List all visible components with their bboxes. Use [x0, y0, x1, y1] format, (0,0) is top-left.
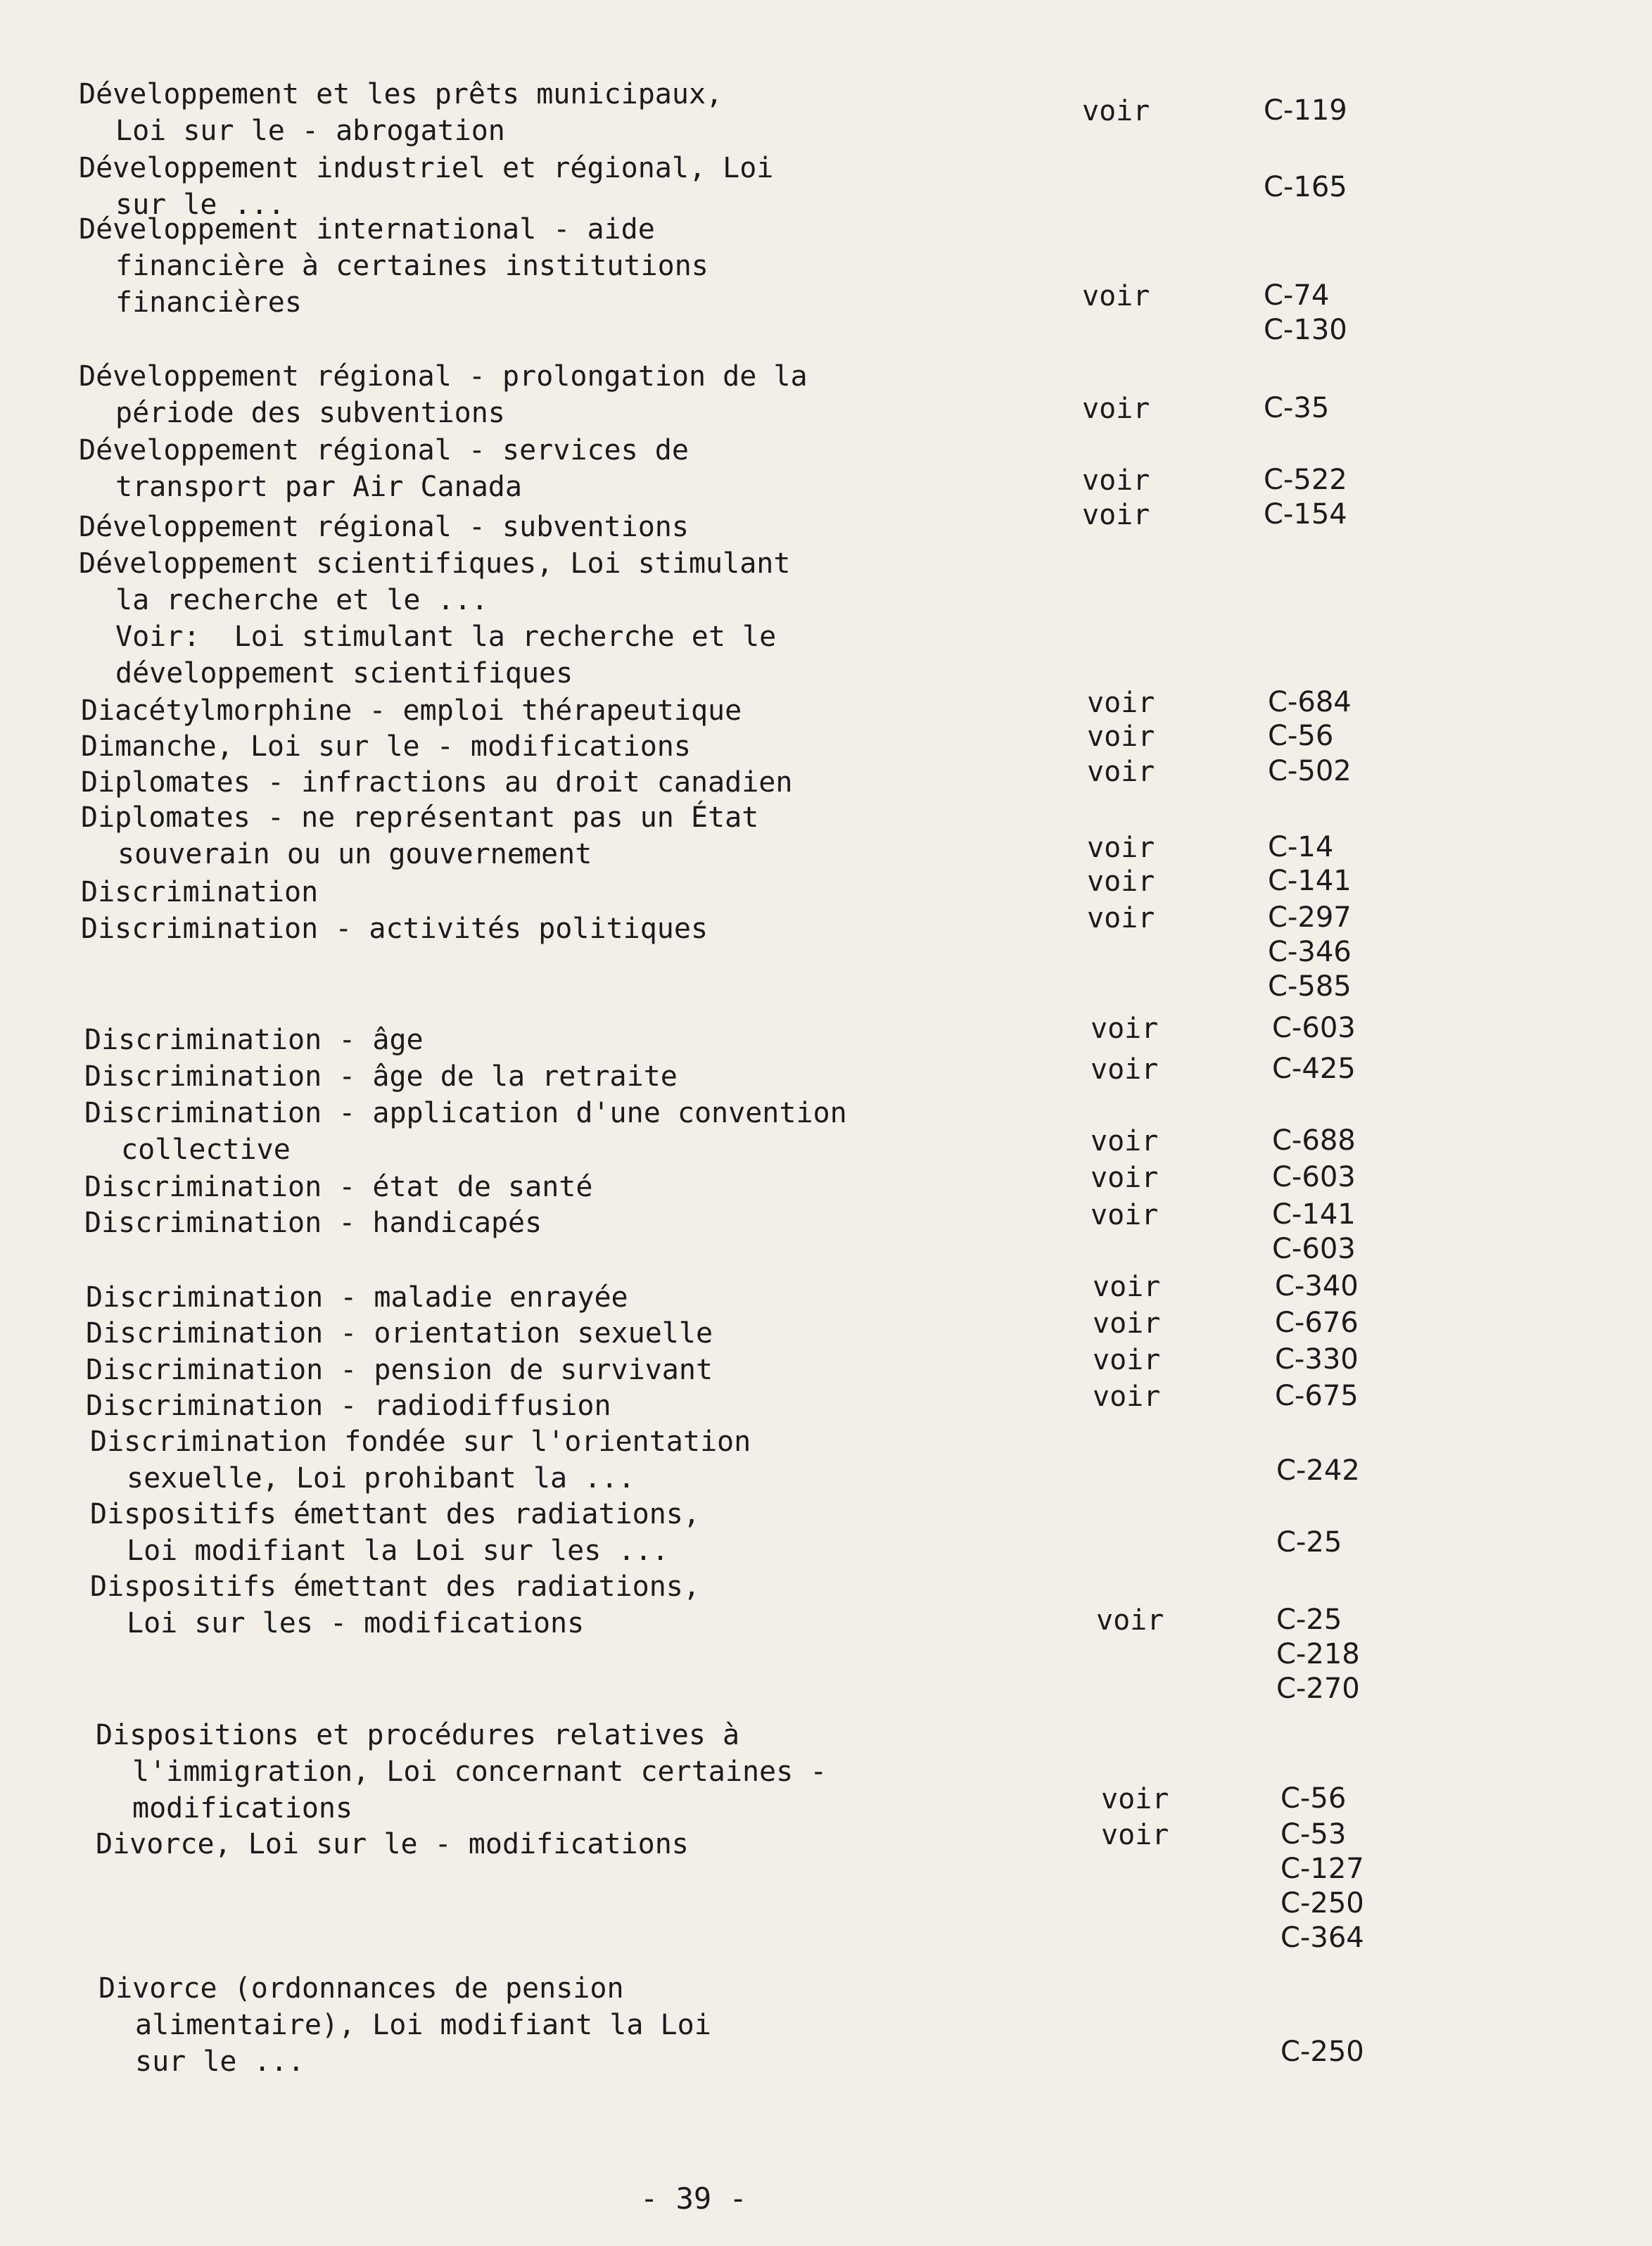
entry-voir: voir — [1101, 1783, 1169, 1815]
entry-refs — [1264, 170, 1347, 205]
bill-reference: C-522 — [1264, 464, 1347, 496]
entry-refs — [1268, 901, 1352, 1004]
entry-term-line: Loi sur le - abrogation — [115, 115, 505, 147]
entry-term-line: Diplomates - ne représentant pas un État — [81, 801, 759, 834]
entry-term-line: modifications — [132, 1792, 353, 1825]
bill-reference: C-425 — [1272, 1053, 1356, 1085]
entry-term-line: Discrimination - pension de survivant — [86, 1354, 713, 1386]
entry-term-line: Dimanche, Loi sur le - modifications — [81, 730, 691, 763]
entry-voir: voir — [1082, 280, 1150, 312]
entry-voir: voir — [1096, 1604, 1164, 1637]
entry-voir: voir — [1091, 1162, 1159, 1194]
bill-reference: C-53 — [1281, 1818, 1347, 1851]
entry-term-line: sur le ... — [135, 2045, 305, 2078]
bill-reference: C-675 — [1275, 1380, 1359, 1412]
entry-term — [81, 692, 742, 729]
entry-term-line: Discrimination - activités politiques — [81, 913, 709, 945]
entry-voir: voir — [1087, 756, 1155, 788]
entry-term — [81, 764, 792, 801]
entry-refs — [1276, 1454, 1360, 1488]
entry-refs — [1272, 1052, 1356, 1086]
entry-voir: voir — [1087, 687, 1155, 719]
entry-term — [86, 1388, 611, 1424]
entry-refs — [1276, 1603, 1360, 1706]
entry-term-line: Discrimination - orientation sexuelle — [86, 1317, 713, 1350]
entry-voir: voir — [1091, 1199, 1159, 1231]
entry-voir: voir — [1087, 902, 1155, 934]
entry-refs — [1281, 1817, 1364, 1955]
entry-refs — [1272, 1011, 1356, 1046]
entry-term-line: Discrimination - application d'une convention — [84, 1097, 847, 1129]
entry-refs — [1272, 1124, 1356, 1158]
entry-term — [84, 1095, 847, 1168]
bill-reference: C-141 — [1272, 1198, 1356, 1231]
entry-refs — [1281, 2035, 1364, 2069]
entry-refs — [1264, 497, 1347, 532]
entry-term-line: Discrimination - âge — [84, 1024, 424, 1056]
entry-term-line: Développement régional - subventions — [79, 511, 689, 543]
bill-reference: C-242 — [1276, 1454, 1360, 1487]
entry-term-line: financières — [115, 286, 302, 319]
entry-term — [79, 358, 808, 431]
entry-term — [79, 211, 709, 321]
entry-term-line: Diacétylmorphine - emploi thérapeutique — [81, 694, 742, 727]
entry-term-line: la recherche et le ... — [115, 584, 488, 616]
bill-reference: C-340 — [1275, 1270, 1359, 1302]
entry-term — [84, 1022, 424, 1058]
bill-reference: C-364 — [1281, 1922, 1364, 1954]
entry-term-line: Discrimination - âge de la retraite — [84, 1060, 678, 1093]
entry-term — [79, 76, 723, 149]
entry-term-line: Développement scientifiques, Loi stimulant — [79, 547, 791, 580]
entry-term-line: sexuelle, Loi prohibant la ... — [127, 1462, 635, 1495]
bill-reference: C-250 — [1281, 1887, 1364, 1920]
entry-refs — [1275, 1306, 1359, 1340]
entry-refs — [1268, 685, 1352, 720]
entry-voir: voir — [1082, 464, 1150, 497]
entry-voir: voir — [1082, 393, 1150, 425]
bill-reference: C-585 — [1268, 970, 1352, 1003]
entry-term — [79, 545, 790, 692]
entry-term-line: Discrimination - handicapés — [84, 1207, 542, 1239]
bill-reference: C-684 — [1268, 686, 1352, 718]
entry-term — [84, 1058, 678, 1095]
entry-term-line: Diplomates - infractions au droit canadien — [81, 766, 793, 799]
entry-term-line: Développement international - aide — [79, 213, 655, 246]
entry-refs — [1276, 1525, 1342, 1560]
entry-voir: voir — [1093, 1307, 1161, 1340]
entry-voir: voir — [1101, 1819, 1169, 1851]
entry-term-line: collective — [121, 1134, 291, 1166]
entry-term-line: Loi sur les - modifications — [127, 1607, 585, 1639]
entry-term-line: Développement et les prêts municipaux, — [79, 78, 723, 110]
entry-term-line: l'immigration, Loi concernant certaines - — [132, 1756, 827, 1788]
entry-term-line: développement scientifiques — [115, 657, 573, 690]
bill-reference: C-270 — [1276, 1673, 1360, 1705]
entry-term-line: Discrimination - maladie enrayée — [86, 1281, 628, 1314]
entry-term-line: Discrimination - état de santé — [84, 1171, 593, 1203]
entry-refs — [1275, 1269, 1359, 1304]
entry-refs — [1264, 94, 1347, 128]
entry-voir: voir — [1093, 1381, 1161, 1413]
entry-term — [96, 1826, 689, 1863]
entry-refs — [1275, 1379, 1359, 1414]
entry-voir: voir — [1093, 1344, 1161, 1376]
bill-reference: C-25 — [1276, 1604, 1342, 1636]
entry-term — [81, 911, 708, 947]
bill-reference: C-676 — [1275, 1307, 1359, 1339]
bill-reference: C-127 — [1281, 1853, 1364, 1885]
bill-reference: C-14 — [1268, 831, 1334, 863]
entry-voir: voir — [1087, 832, 1155, 864]
entry-term-line: Divorce (ordonnances de pension — [99, 1972, 624, 2005]
entry-term-line: Développement régional - prolongation de la — [79, 360, 808, 393]
bill-reference: C-130 — [1264, 314, 1347, 346]
bill-reference: C-165 — [1264, 171, 1347, 203]
entry-term-line: Discrimination — [81, 876, 319, 908]
bill-reference: C-154 — [1264, 498, 1347, 531]
bill-reference: C-56 — [1268, 720, 1334, 752]
bill-reference: C-74 — [1264, 279, 1330, 312]
entry-refs — [1275, 1343, 1359, 1377]
entry-term-line: sur le ... — [115, 189, 285, 221]
entry-refs — [1272, 1160, 1356, 1195]
entry-voir: voir — [1093, 1271, 1161, 1303]
entry-term — [81, 728, 691, 765]
entry-term-line: transport par Air Canada — [115, 471, 522, 503]
entry-voir: voir — [1091, 1125, 1159, 1157]
entry-term — [79, 509, 689, 545]
entry-voir: voir — [1087, 721, 1155, 753]
entry-term-line: Développement industriel et régional, Loi — [79, 152, 774, 184]
entry-refs — [1264, 279, 1347, 348]
entry-refs — [1264, 391, 1329, 426]
entry-term-line: Dispositions et procédures relatives à — [96, 1719, 740, 1751]
entry-voir: voir — [1082, 499, 1150, 531]
entry-term — [90, 1423, 751, 1497]
bill-reference: C-119 — [1264, 94, 1347, 127]
entry-term — [84, 1205, 542, 1241]
entry-term — [90, 1568, 700, 1642]
entry-term-line: Développement régional - services de — [79, 434, 689, 467]
page-number: - 39 - — [640, 2181, 747, 2216]
entry-term-line: Discrimination fondée sur l'orientation — [90, 1426, 751, 1458]
entry-term — [86, 1315, 713, 1352]
bill-reference: C-141 — [1268, 865, 1352, 897]
entry-voir: voir — [1091, 1053, 1159, 1086]
bill-reference: C-603 — [1272, 1012, 1356, 1044]
entry-term-line: souverain ou un gouvernement — [117, 838, 592, 870]
bill-reference: C-25 — [1276, 1526, 1342, 1559]
entry-term-line: période des subventions — [115, 397, 505, 429]
entry-voir: voir — [1087, 865, 1155, 898]
bill-reference: C-56 — [1281, 1782, 1347, 1815]
entry-term — [79, 432, 689, 505]
entry-term — [96, 1717, 827, 1827]
entry-term — [99, 1970, 711, 2080]
entry-voir: voir — [1091, 1013, 1159, 1045]
entry-term-line: Discrimination - radiodiffusion — [86, 1390, 611, 1422]
entry-refs — [1268, 719, 1333, 754]
bill-reference: C-250 — [1281, 2036, 1364, 2068]
entry-term-line: alimentaire), Loi modifiant la Loi — [135, 2009, 711, 2041]
bill-reference: C-35 — [1264, 392, 1330, 424]
bill-reference: C-603 — [1272, 1233, 1356, 1265]
entry-term — [81, 874, 318, 911]
entry-term — [86, 1352, 713, 1388]
entry-term-line: Dispositifs émettant des radiations, — [90, 1498, 700, 1530]
entry-term-line: Voir: Loi stimulant la recherche et le — [115, 621, 777, 653]
entry-term-line: Loi modifiant la Loi sur les ... — [127, 1535, 669, 1567]
bill-reference: C-603 — [1272, 1161, 1356, 1193]
entry-term — [81, 799, 758, 873]
entry-voir: voir — [1082, 95, 1150, 127]
entry-term — [90, 1496, 700, 1569]
bill-reference: C-330 — [1275, 1343, 1359, 1376]
bill-reference: C-346 — [1268, 936, 1352, 968]
entry-refs — [1268, 830, 1333, 865]
entry-term — [84, 1169, 592, 1205]
entry-refs — [1268, 754, 1352, 789]
bill-reference: C-502 — [1268, 755, 1352, 787]
entry-term-line: Dispositifs émettant des radiations, — [90, 1571, 700, 1603]
entry-term-line: financière à certaines institutions — [115, 250, 709, 282]
entry-refs — [1272, 1198, 1356, 1267]
bill-reference: C-688 — [1272, 1124, 1356, 1157]
entry-refs — [1264, 463, 1347, 497]
entry-refs — [1281, 1782, 1346, 1816]
entry-term — [86, 1279, 628, 1316]
entry-term-line: Divorce, Loi sur le - modifications — [96, 1828, 689, 1860]
entry-refs — [1268, 864, 1352, 899]
bill-reference: C-218 — [1276, 1638, 1360, 1670]
bill-reference: C-297 — [1268, 901, 1352, 934]
